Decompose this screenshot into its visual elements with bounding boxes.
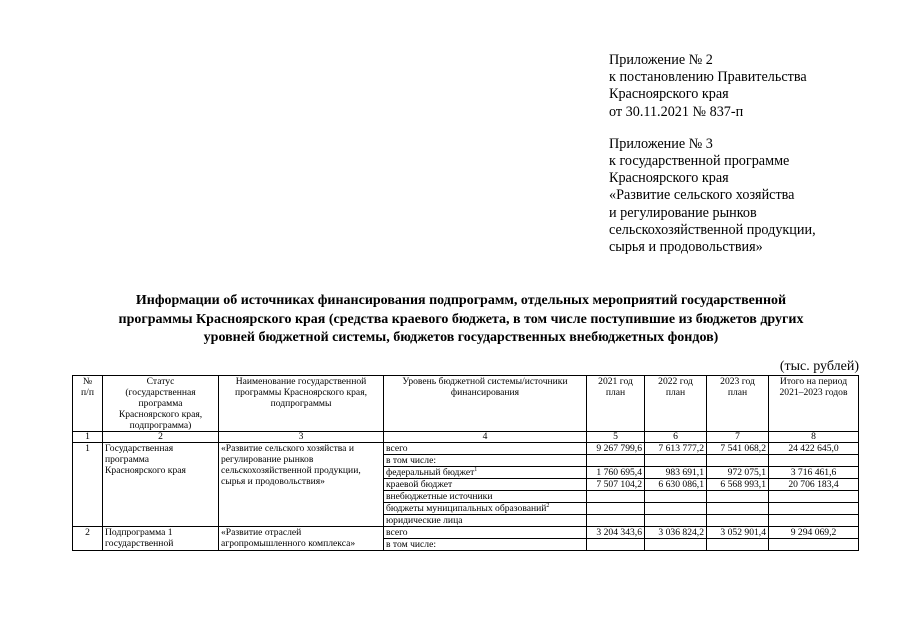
value-2023	[707, 455, 769, 467]
annex-line: Приложение № 3	[609, 135, 713, 152]
value-2021: 7 507 104,2	[587, 479, 645, 491]
value-2022	[645, 515, 707, 527]
column-number: 8	[769, 432, 859, 443]
funding-level: внебюджетные источники	[384, 491, 587, 503]
value-2023: 6 568 993,1	[707, 479, 769, 491]
funding-level: всего	[384, 527, 587, 539]
header-num: № п/п	[73, 376, 103, 432]
financing-table	[72, 375, 859, 551]
annex-line: и регулирование рынков	[609, 204, 757, 221]
value-2023: 3 052 901,4	[707, 527, 769, 539]
row-number: 2	[73, 527, 103, 551]
table-header-row	[73, 376, 859, 432]
footnote-marker: 1	[474, 466, 478, 473]
row-status: Подпрограмма 1 государственной	[103, 527, 219, 551]
value-total: 3 716 461,6	[769, 467, 859, 479]
column-number-row	[73, 432, 859, 443]
column-number: 7	[707, 432, 769, 443]
annex-header	[609, 52, 816, 256]
value-2023	[707, 515, 769, 527]
annex-block-2	[609, 136, 816, 256]
header-total: Итого на период 2021–2023 годов	[769, 376, 859, 432]
value-total: 9 294 069,2	[769, 527, 859, 539]
value-2023	[707, 539, 769, 551]
value-2023: 972 075,1	[707, 467, 769, 479]
column-number: 1	[73, 432, 103, 443]
value-2022: 7 613 777,2	[645, 443, 707, 455]
value-2021: 3 204 343,6	[587, 527, 645, 539]
value-2021: 9 267 799,6	[587, 443, 645, 455]
value-2023	[707, 491, 769, 503]
title-line: уровней бюджетной системы, бюджетов государственных внебюджетных фондов)	[203, 330, 719, 345]
annex-line: сельскохозяйственной продукции,	[609, 221, 816, 238]
value-total	[769, 503, 859, 515]
value-2021	[587, 503, 645, 515]
row-number: 1	[73, 443, 103, 527]
header-2022: 2022 год план	[645, 376, 707, 432]
header-level: Уровень бюджетной системы/источники финансирования	[384, 376, 587, 432]
value-2023	[707, 503, 769, 515]
funding-level: юридические лица	[384, 515, 587, 527]
document-title	[80, 292, 842, 348]
value-2022: 3 036 824,2	[645, 527, 707, 539]
value-total	[769, 539, 859, 551]
value-2022: 6 630 086,1	[645, 479, 707, 491]
value-2021	[587, 455, 645, 467]
column-number: 2	[103, 432, 219, 443]
value-2022: 983 691,1	[645, 467, 707, 479]
funding-level: федеральный бюджет$^1$	[384, 467, 587, 479]
value-total	[769, 491, 859, 503]
annex-line: от 30.11.2021 № 837-п	[609, 103, 744, 120]
value-total	[769, 515, 859, 527]
annex-block-1	[609, 52, 816, 121]
value-2022	[645, 455, 707, 467]
column-number: 4	[384, 432, 587, 443]
funding-level: в том числе:	[384, 455, 587, 467]
header-2023: 2023 год план	[707, 376, 769, 432]
column-number: 6	[645, 432, 707, 443]
value-2021	[587, 515, 645, 527]
value-2021	[587, 539, 645, 551]
footnote-marker: 2	[546, 502, 550, 509]
annex-line: Приложение № 2	[609, 52, 713, 68]
row-status: Государственная программа Красноярского края	[103, 443, 219, 527]
row-program-name: «Развитие отраслей агропромышленного комплекса»	[219, 527, 384, 551]
funding-level: в том числе:	[384, 539, 587, 551]
header-name: Наименование государственной программы Красноярского края, подпрограммы	[219, 376, 384, 432]
header-2021: 2021 год план	[587, 376, 645, 432]
value-2021: 1 760 695,4	[587, 467, 645, 479]
table-row	[73, 443, 859, 455]
annex-line: к государственной программе	[609, 153, 790, 170]
header-status: Статус (государственная программа Красноярского края, подпрограмма)	[103, 376, 219, 432]
annex-line: Красноярского края	[609, 170, 729, 187]
value-2022	[645, 491, 707, 503]
funding-level: бюджеты муниципальных образований$^2$	[384, 503, 587, 515]
title-line: программы Красноярского края (средства краевого бюджета, в том числе поступившие из бюджетов других	[118, 311, 804, 327]
funding-level: краевой бюджет	[384, 479, 587, 491]
annex-line: к постановлению Правительства	[609, 69, 807, 86]
funding-level: всего	[384, 443, 587, 455]
table-row	[73, 527, 859, 539]
units-label: (тыс. рублей)	[779, 359, 859, 374]
annex-line: «Развитие сельского хозяйства	[609, 187, 795, 204]
row-program-name: «Развитие сельского хозяйства и регулирование рынков сельскохозяйственной продукции, сырья и продовольствия»	[219, 443, 384, 527]
annex-line: Красноярского края	[609, 86, 729, 103]
title-line: Информации об источниках финансирования подпрограмм, отдельных мероприятий государственной	[135, 293, 787, 308]
value-2022	[645, 503, 707, 515]
value-2021	[587, 491, 645, 503]
annex-line: сырья и продовольствия»	[609, 239, 763, 256]
column-number: 5	[587, 432, 645, 443]
value-total: 20 706 183,4	[769, 479, 859, 491]
column-number: 3	[219, 432, 384, 443]
value-2022	[645, 539, 707, 551]
value-total: 24 422 645,0	[769, 443, 859, 455]
value-total	[769, 455, 859, 467]
value-2023: 7 541 068,2	[707, 443, 769, 455]
